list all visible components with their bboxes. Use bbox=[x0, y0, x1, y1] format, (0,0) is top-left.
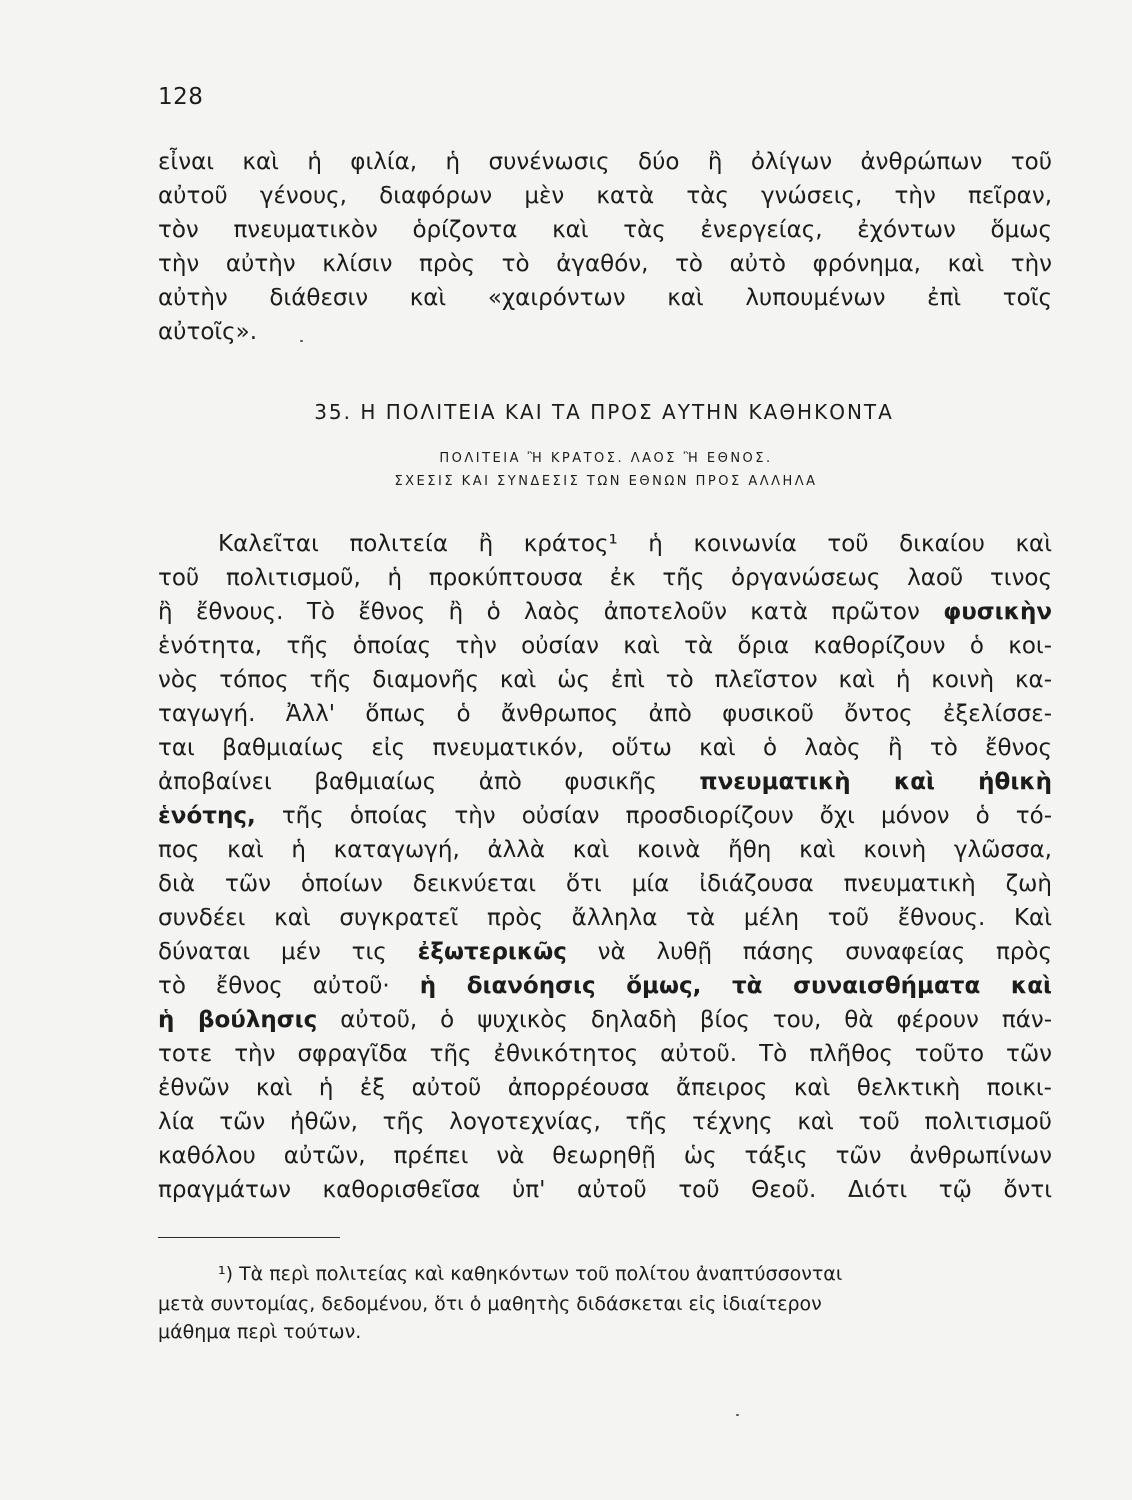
main-line: τοτε τὴν σφραγῖδα τῆς ἐθνικότητος αὐτοῦ. Τὸ πλῆθος τοῦτο τῶν bbox=[158, 1041, 1052, 1067]
main-line-text: τὸ ἔθνος αὐτοῦ· bbox=[158, 973, 390, 999]
main-line: νὸς τόπος τῆς διαμονῆς καὶ ὡς ἐπὶ τὸ πλεῖστον καὶ ἡ κοινὴ κα- bbox=[158, 667, 1052, 693]
main-line-text: τῆς ὁποίας τὴν οὐσίαν προσδιορίζουν ὄχι μόνον ὁ τό- bbox=[281, 803, 1053, 829]
emphasis-text: ἡ βούλησις bbox=[158, 1007, 318, 1033]
main-line: Καλεῖται πολιτεία ἢ κράτος¹ ἡ κοινωνία τοῦ δικαίου καὶ bbox=[218, 531, 1052, 557]
emphasis-text: πνευματικὴ καὶ ἠθικὴ bbox=[699, 769, 1053, 795]
intro-line: τὴν αὐτὴν κλίσιν πρὸς τὸ ἀγαθόν, τὸ αὐτὸ φρόνημα, καὶ τὴν bbox=[158, 251, 1052, 277]
main-line-text: ἀποβαίνει βαθμιαίως ἀπὸ φυσικῆς bbox=[158, 769, 657, 795]
section-heading: 35. Η ΠΟΛΙΤΕΙΑ ΚΑΙ ΤΑ ΠΡΟΣ ΑΥΤΗΝ ΚΑΘΗΚΟΝΤΑ bbox=[314, 400, 894, 424]
main-line bbox=[158, 595, 1052, 629]
footnote-line: ¹) Τὰ περὶ πολιτείας καὶ καθηκόντων τοῦ πολίτου ἀναπτύσσονται bbox=[218, 1263, 843, 1285]
section-subheading: ΠΟΛΙΤΕΙΑ Ἢ ΚΡΑΤΟΣ. ΛΑΟΣ Ἢ ΕΘΝΟΣ. bbox=[439, 451, 773, 466]
main-line: καθόλου αὐτῶν, πρέπει νὰ θεωρηθῇ ὡς τάξις τῶν ἀνθρωπίνων bbox=[158, 1143, 1052, 1169]
scan-speck bbox=[300, 340, 303, 342]
emphasis-text: ἡ διανόησις ὅμως, τὰ συναισθήματα καὶ bbox=[419, 973, 1052, 999]
main-line: τοῦ πολιτισμοῦ, ἡ προκύπτουσα ἐκ τῆς ὀργανώσεως λαοῦ τινος bbox=[158, 565, 1052, 591]
main-line bbox=[158, 935, 1052, 969]
main-line: ἐθνῶν καὶ ἡ ἐξ αὐτοῦ ἀπορρέουσα ἄπειρος καὶ θελκτικὴ ποικι- bbox=[158, 1075, 1052, 1101]
main-line: ταγωγή. Ἀλλ' ὅπως ὁ ἄνθρωπος ἀπὸ φυσικοῦ ὄντος ἐξελίσσε- bbox=[158, 701, 1052, 727]
main-line: συνδέει καὶ συγκρατεῖ πρὸς ἄλληλα τὰ μέλη τοῦ ἔθνους. Καὶ bbox=[158, 905, 1052, 931]
intro-line: αὐτοῖς». bbox=[158, 319, 258, 345]
main-line: πος καὶ ἡ καταγωγή, ἀλλὰ καὶ κοινὰ ἤθη καὶ κοινὴ γλῶσσα, bbox=[158, 837, 1052, 863]
emphasis-text: ἐξωτερικῶς bbox=[417, 939, 567, 965]
section-subheading: ΣΧΕΣΙΣ ΚΑΙ ΣΥΝΔΕΣΙΣ ΤΩΝ ΕΘΝΩΝ ΠΡΟΣ ΑΛΛΗΛΑ bbox=[394, 474, 818, 489]
scan-speck bbox=[736, 1414, 739, 1416]
main-line: πραγμάτων καθορισθεῖσα ὑπ' αὐτοῦ τοῦ Θεοῦ. Διότι τῷ ὄντι bbox=[158, 1177, 1052, 1203]
page-number: 128 bbox=[158, 84, 204, 110]
main-line: λία τῶν ἠθῶν, τῆς λογοτεχνίας, τῆς τέχνης καὶ τοῦ πολιτισμοῦ bbox=[158, 1109, 1052, 1135]
main-line: ἑνότητα, τῆς ὁποίας τὴν οὐσίαν καὶ τὰ ὅρια καθορίζουν ὁ κοι- bbox=[158, 633, 1052, 659]
intro-line: εἶναι καὶ ἡ φιλία, ἡ συνένωσις δύο ἢ ὀλίγων ἀνθρώπων τοῦ bbox=[158, 149, 1052, 175]
main-line-text: αὐτοῦ, ὁ ψυχικὸς δηλαδὴ βίος του, θὰ φέρουν πάν- bbox=[340, 1007, 1053, 1033]
emphasis-text: ἑνότης, bbox=[158, 803, 256, 829]
main-line: ται βαθμιαίως εἰς πνευματικόν, οὕτω καὶ ὁ λαὸς ἢ τὸ ἔθνος bbox=[158, 735, 1052, 761]
main-line bbox=[158, 799, 1052, 833]
main-line bbox=[158, 969, 1052, 1003]
footnote-divider bbox=[158, 1237, 340, 1238]
intro-line: αὐτὴν διάθεσιν καὶ «χαιρόντων καὶ λυπουμένων ἐπὶ τοῖς bbox=[158, 285, 1052, 311]
main-line: διὰ τῶν ὁποίων δεικνύεται ὅτι μία ἰδιάζουσα πνευματικὴ ζωὴ bbox=[158, 871, 1052, 897]
main-line-text: ἢ ἔθνους. Τὸ ἔθνος ἢ ὁ λαὸς ἀποτελοῦν κατὰ πρῶτον bbox=[158, 599, 920, 625]
main-line-text: δύναται μέν τις bbox=[158, 939, 387, 965]
main-line-text: νὰ λυθῇ πάσης συναφείας πρὸς bbox=[597, 939, 1053, 965]
footnote-line: μάθημα περὶ τούτων. bbox=[158, 1321, 362, 1343]
main-line bbox=[158, 1003, 1052, 1037]
intro-line: τὸν πνευματικὸν ὁρίζοντα καὶ τὰς ἐνεργείας, ἐχόντων ὅμως bbox=[158, 217, 1052, 243]
main-line bbox=[158, 765, 1052, 799]
intro-line: αὐτοῦ γένους, διαφόρων μὲν κατὰ τὰς γνώσεις, τὴν πεῖραν, bbox=[158, 183, 1052, 209]
footnote-line: μετὰ συντομίας, δεδομένου, ὅτι ὁ μαθητὴς διδάσκεται εἰς ἰδιαίτερον bbox=[158, 1293, 822, 1315]
emphasis-text: φυσικὴν bbox=[943, 599, 1052, 625]
